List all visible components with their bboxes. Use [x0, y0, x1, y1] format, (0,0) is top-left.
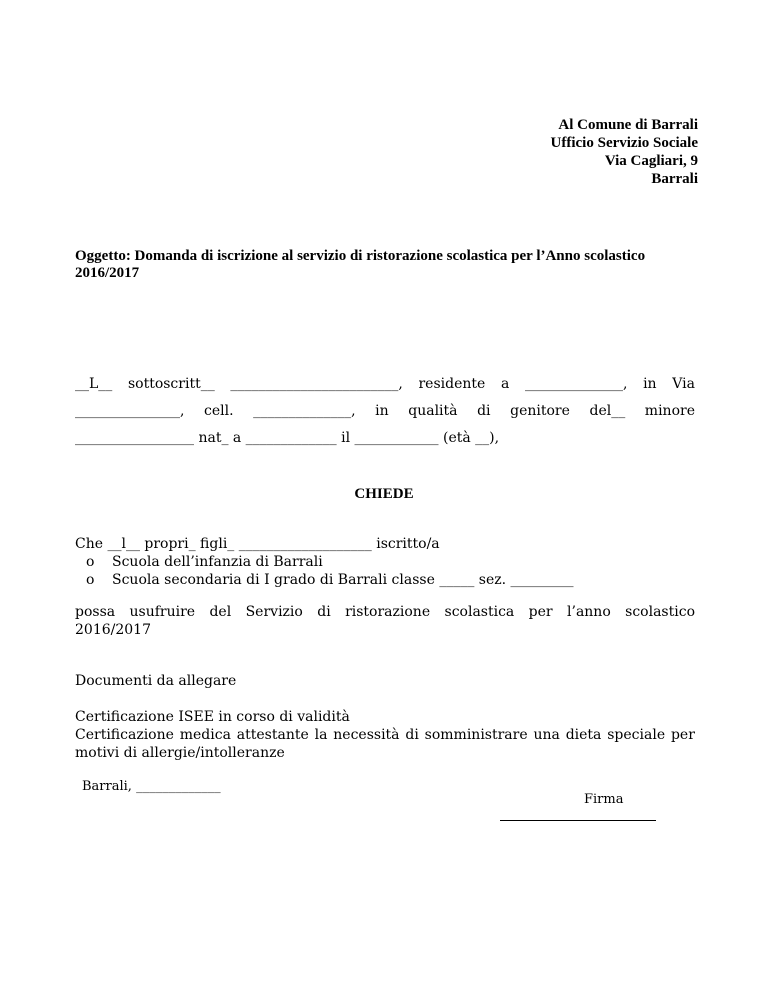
- word: ______________,: [524, 376, 628, 392]
- word: di: [317, 604, 331, 620]
- recipient-line-3: Via Cagliari, 9: [604, 153, 698, 169]
- word: __L__: [75, 376, 113, 392]
- word: di: [405, 727, 419, 743]
- word: a: [500, 376, 510, 392]
- chiede-heading: CHIEDE: [354, 486, 414, 502]
- word: ______________,: [253, 403, 356, 419]
- usufruire-line-1: [75, 603, 695, 621]
- bullet-mark: o: [86, 554, 95, 570]
- word: di: [477, 403, 491, 419]
- option-text: Scuola secondaria di I grado di Barrali classe _____ sez. _________: [112, 572, 574, 588]
- option-secondaria: [86, 571, 574, 589]
- usufruire-line-2: 2016/2017: [75, 622, 151, 638]
- word: necessità: [333, 727, 400, 743]
- declaration-line-2: [75, 402, 695, 420]
- declaration-line-3: _________________ nat_ a _____________ il ____________ (età __),: [75, 430, 500, 446]
- bullet-mark: o: [86, 572, 95, 588]
- word: ristorazione: [345, 604, 431, 620]
- request-line: Che __l__ propri_ figli_ ___________________ iscritto/a: [75, 536, 440, 552]
- recipient-line-2: Ufficio Servizio Sociale: [550, 135, 698, 151]
- word: somministrare: [424, 727, 528, 743]
- word: ________________________,: [230, 376, 403, 392]
- word: _______________,: [75, 403, 185, 419]
- word: per: [670, 727, 695, 743]
- recipient-line-4: Barrali: [651, 171, 698, 187]
- place-date: Barrali, _____________: [82, 779, 221, 794]
- word: scolastica: [444, 604, 515, 620]
- word: una: [533, 727, 560, 743]
- word: usufruire: [129, 604, 196, 620]
- documents-title: Documenti da allegare: [75, 673, 237, 689]
- word: qualità: [408, 403, 458, 419]
- word: sottoscritt__: [127, 376, 215, 392]
- documents-item-medica-line-2: motivi di allergie/intolleranze: [75, 745, 285, 761]
- option-infanzia: [86, 553, 323, 571]
- word: del: [209, 604, 232, 620]
- signature-label: Firma: [584, 792, 624, 807]
- word: scolastico: [625, 604, 695, 620]
- word: per: [528, 604, 553, 620]
- word: del__: [589, 403, 626, 419]
- documents-item-medica-line-1: [75, 726, 695, 744]
- word: medica: [179, 727, 231, 743]
- word: Via: [672, 376, 695, 392]
- subject: [75, 248, 695, 282]
- word: dieta: [565, 727, 602, 743]
- documents-item-isee: Certificazione ISEE in corso di validità: [75, 709, 350, 725]
- signature-line: [500, 820, 656, 821]
- recipient-line-1: Al Comune di Barrali: [558, 117, 698, 133]
- word: possa: [75, 604, 116, 620]
- word: speciale: [607, 727, 666, 743]
- option-text: Scuola dell’infanzia di Barrali: [112, 554, 323, 570]
- subject-line-1: Oggetto: Domanda di iscrizione al servizio di ristorazione scolastica per l’Anno scolastico: [75, 248, 646, 264]
- word: attestante: [236, 727, 309, 743]
- word: genitore: [510, 403, 570, 419]
- word: Servizio: [245, 604, 303, 620]
- word: in: [375, 403, 389, 419]
- declaration-line-1: [75, 375, 695, 393]
- word: in: [643, 376, 657, 392]
- word: l’anno: [567, 604, 611, 620]
- word: cell.: [204, 403, 234, 419]
- subject-line-2: 2016/2017: [75, 265, 140, 281]
- recipient-block: [551, 116, 698, 188]
- word: minore: [644, 403, 695, 419]
- word: la: [314, 727, 328, 743]
- word: Certificazione: [75, 727, 174, 743]
- word: residente: [418, 376, 486, 392]
